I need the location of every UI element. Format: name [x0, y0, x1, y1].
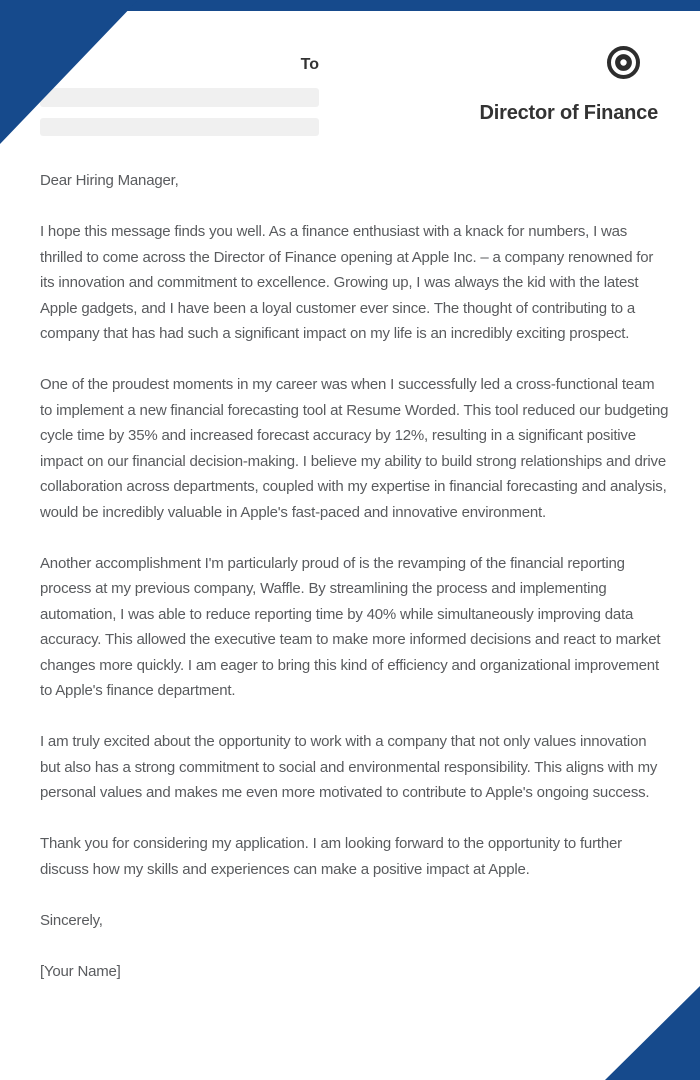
salutation: Dear Hiring Manager,: [40, 172, 179, 189]
letter-paragraph-4: I am truly excited about the opportunity to work with a company that not only values innovation but also has a strong commitment to social and environmental responsibility. This aligns with my personal values and makes me even more motivated to contribute to Apple's ongoing success.: [40, 733, 658, 801]
job-title: Director of Finance: [479, 102, 658, 124]
signature-placeholder: [Your Name]: [40, 962, 121, 980]
recipient-line-placeholder-2[interactable]: [40, 118, 319, 136]
bottom-right-corner-triangle: [605, 986, 700, 1080]
letter-paragraph-1: I hope this message finds you well. As a finance enthusiast with a knack for numbers, I was thrilled to come across the Director of Finance opening at Apple Inc. – a company renowned for its innovation and commitment to excellence. Growing up, I was always the kid with the latest Apple gadgets, and I have been a loyal customer ever since. The thought of contributing to a company that has had such a significant impact on my life is an incredibly exciting prospect.: [40, 223, 654, 342]
recipient-to-label: To: [300, 56, 319, 73]
recipient-line-placeholder-1[interactable]: [40, 88, 319, 107]
letter-paragraph-5: Thank you for considering my application. I am looking forward to the opportunity to further discuss how my skills and experiences can make a positive impact at Apple.: [40, 835, 622, 878]
target-icon: [605, 44, 642, 81]
recipient-block: [40, 56, 319, 136]
letter-paragraph-3: Another accomplishment I'm particularly proud of is the revamping of the financial reporting process at my previous company, Waffle. By streamlining the process and implementing automation, I was able to reduce reporting time by 40% while simultaneously improving data accuracy. This allowed the executive team to make more informed decisions and react to market changes more quickly. I am eager to bring this kind of efficiency and organizational improvement to Apple's finance department.: [40, 554, 661, 699]
letter-paragraph-2: One of the proudest moments in my career was when I successfully led a cross-functional team to implement a new financial forecasting tool at Resume Worded. This tool reduced our budgeting cycle time by 35% and increased forecast accuracy by 12%, resulting in a significant positive impact on our financial decision-making. I believe my ability to build strong relationships and drive collaboration across departments, coupled with my expertise in financial forecasting and analysis, would be incredibly valuable in Apple's fast-paced and innovative environment.: [40, 376, 669, 521]
closing: Sincerely,: [40, 911, 103, 929]
letter-body: [40, 168, 670, 984]
